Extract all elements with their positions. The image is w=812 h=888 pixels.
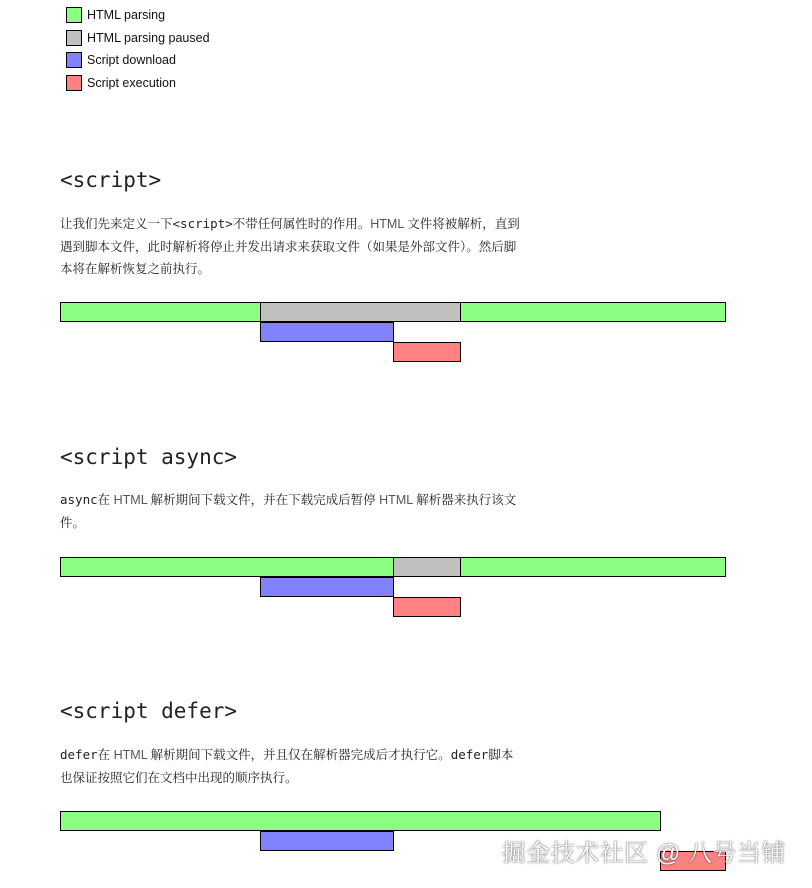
bar-execution xyxy=(393,597,461,617)
desc-text: 在 xyxy=(97,748,114,762)
bar-download xyxy=(260,322,394,342)
bar-paused xyxy=(260,302,461,322)
desc-html: HTML xyxy=(113,748,148,762)
desc-text: 文件将被解析，直到遇到脚本文件，此时解析将停止并发出请求来获取文件（如果是外部文件）。然后脚本将在解析恢复之前执行。 xyxy=(60,217,520,276)
legend-label: HTML parsing xyxy=(87,8,166,22)
desc-text: 让我们先来定义一下 xyxy=(60,217,173,231)
desc-text: 解析期间下载文件，并且仅在解析器完成后才执行它。 xyxy=(147,748,451,762)
legend-item-html-parsing-paused xyxy=(66,29,210,47)
legend-label: Script execution xyxy=(87,75,176,90)
bar-parsing xyxy=(60,557,394,577)
legend-swatch-execution xyxy=(66,75,82,91)
desc-html: HTML xyxy=(113,493,148,507)
section-desc-script xyxy=(60,213,520,281)
desc-text: 脚本也保证按照它们在文档中出现的顺序执行。 xyxy=(60,748,514,785)
legend-item-script-download xyxy=(66,51,210,69)
section-title-defer: <script defer> xyxy=(60,699,238,723)
legend xyxy=(66,6,210,96)
bar-parsing xyxy=(60,811,661,831)
bar-paused xyxy=(393,557,461,577)
section-desc-async xyxy=(60,489,525,534)
bar-download xyxy=(260,577,394,597)
bar-execution xyxy=(393,342,461,362)
watermark-text: 掘金技术社区 @ 八号当铺 xyxy=(501,840,786,867)
desc-html: HTML xyxy=(370,217,404,231)
desc-code: defer xyxy=(60,747,98,762)
desc-text: 在 xyxy=(97,493,114,507)
section-title-async: <script async> xyxy=(60,445,238,469)
timeline-async xyxy=(0,557,812,621)
section-title-script: <script> xyxy=(60,168,162,192)
desc-text: 不带任何属性时的作用。 xyxy=(232,217,371,231)
bar-parsing xyxy=(460,302,726,322)
legend-label: Script download xyxy=(87,53,176,67)
desc-html: HTML xyxy=(379,493,413,507)
desc-code: <script> xyxy=(172,216,233,231)
legend-swatch-download xyxy=(66,52,82,68)
desc-code: defer xyxy=(450,747,489,762)
timeline-script xyxy=(0,302,812,366)
desc-text: 解析器来执行该文件。 xyxy=(60,493,517,530)
bar-download xyxy=(260,831,394,851)
desc-code: async xyxy=(60,492,98,507)
bar-parsing xyxy=(460,557,726,577)
legend-item-html-parsing xyxy=(66,6,210,24)
bar-parsing xyxy=(60,302,261,322)
desc-text: 解析期间下载文件，并在下载完成后暂停 xyxy=(147,493,380,507)
section-desc-defer xyxy=(60,744,525,789)
legend-swatch-paused xyxy=(66,30,82,46)
legend-label: HTML parsing paused xyxy=(87,30,210,45)
legend-swatch-parsing xyxy=(66,7,82,23)
legend-item-script-execution xyxy=(66,74,210,92)
